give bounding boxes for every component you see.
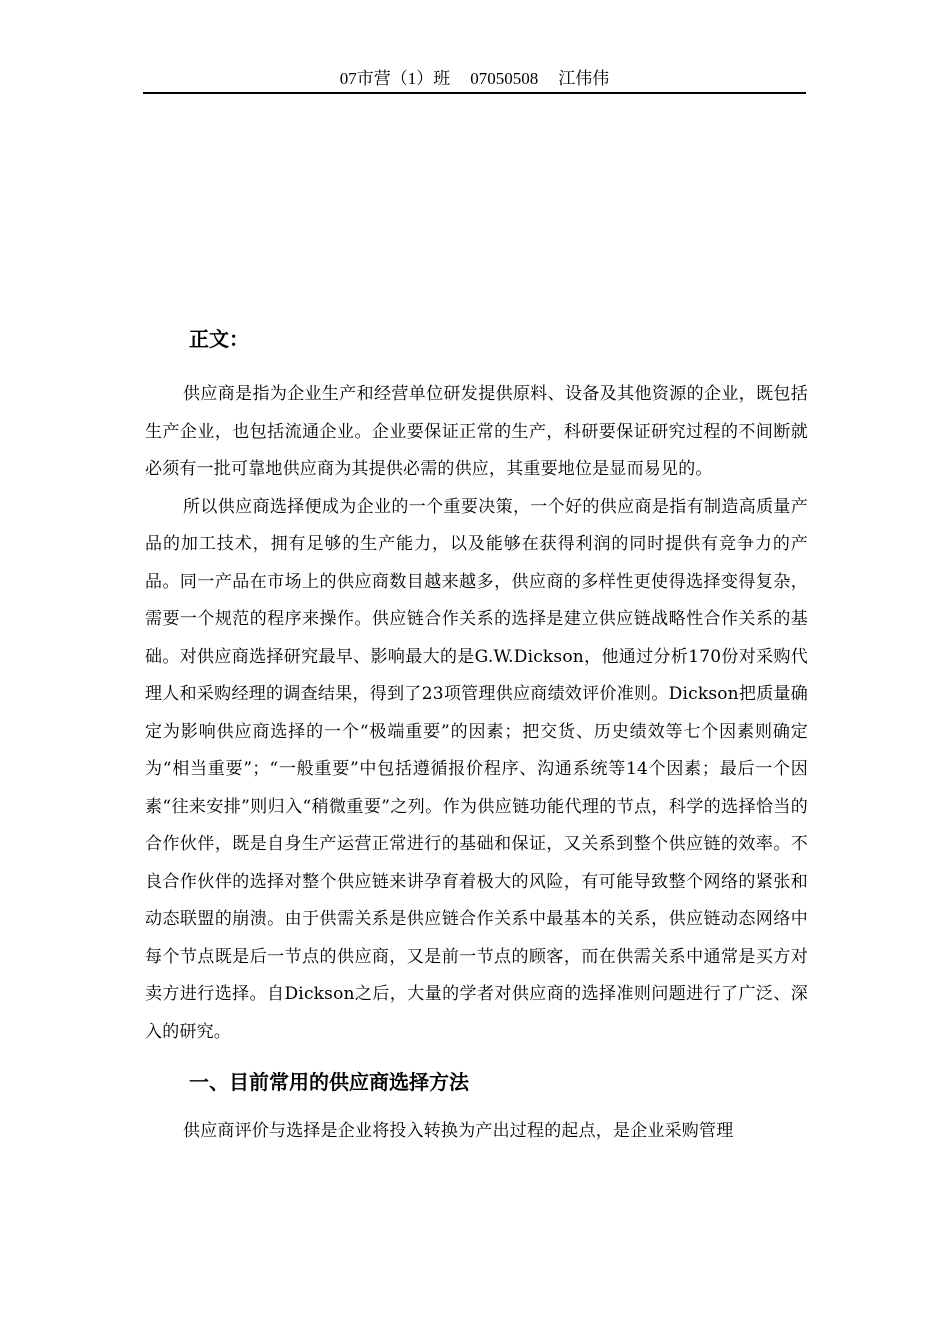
section-paragraph: 供应商评价与选择是企业将投入转换为产出过程的起点，是企业采购管理 [183,1121,734,1141]
document-body [145,322,808,1151]
body-paragraph-2: 所以供应商选择便成为企业的一个重要决策，一个好的供应商是指有制造高质量产品的加工技术，拥有足够的生产能力，以及能够在获得利润的同时提供有竞争力的产品。同一产品在市场上的供应商数目越来越多，供应商的多样性更使得选择变得复杂，需要一个规范的程序来操作。供应链合作关系的选择是建立供应链战略性合作关系的基础。对供应商选择研究最早、影响最大的是G.W.Dickson，他通过分析170份对采购代理人和采购经理的调查结果，得到了23项管理供应商绩效评价准则。Dickson把质量确定为影响供应商选择的一个“极端重要”的因素；把交货、历史绩效等七个因素则确定为“相当重要”；“一般重要”中包括遵循报价程序、沟通系统等14个因素；最后一个因素“往来安排”则归入“稍微重要”之列。作为供应链功能代理的节点，科学的选择恰当的合作伙伴，既是自身生产运营正常进行的基础和保证，又关系到整个供应链的效率。不良合作伙伴的选择对整个供应链来讲孕育着极大的风险，有可能导致整个网络的紧张和动态联盟的崩溃。由于供需关系是供应链合作关系中最基本的关系，供应链动态网络中每个节点既是后一节点的供应商，又是前一节点的顾客，而在供需关系中通常是买方对卖方进行选择。自Dickson之后，大量的学者对供应商的选择准则问题进行了广泛、深入的研究。 [145,496,808,1042]
header-student-name: 江伟伟 [558,69,610,88]
section-heading: 一、目前常用的供应商选择方法 [189,1070,469,1094]
body-paragraph-1: 供应商是指为企业生产和经营单位研发提供原料、设备及其他资源的企业，既包括生产企业，也包括流通企业。企业要保证正常的生产，科研要保证研究过程的不间断就必须有一批可靠地供应商为其提供必需的供应，其重要地位是显而易见的。 [145,384,808,479]
main-heading: 正文： [189,327,249,351]
page-header [143,66,806,94]
header-class-name: 07市营（1）班 [339,69,451,88]
header-student-id: 07050508 [470,69,539,88]
